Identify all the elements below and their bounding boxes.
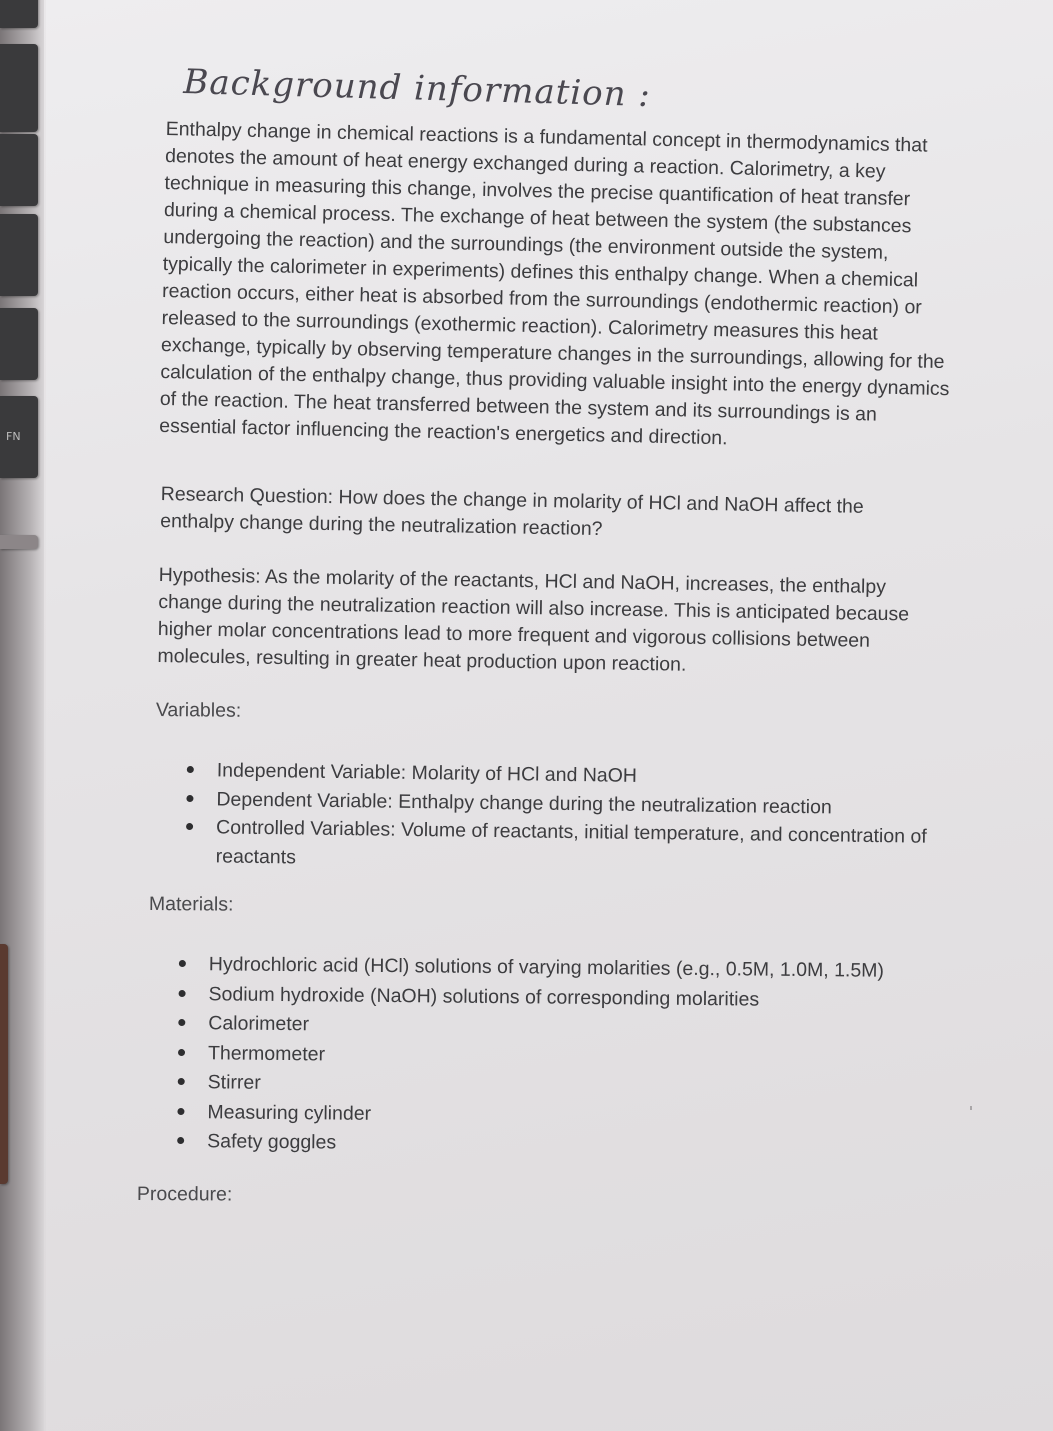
paper-sheet (46, 0, 1053, 1431)
procedure-heading: Procedure: (136, 1183, 233, 1206)
keyboard-key (0, 0, 38, 28)
fn-key-label: FN (6, 430, 21, 443)
variables-list (186, 756, 947, 880)
list-item: Sodium hydroxide (NaOH) solutions of corresponding molarities (178, 979, 938, 1016)
research-question: Research Question: How does the change in molarity of HCl and NaOH affect the enthalpy change during the neutralization reaction? (160, 482, 864, 541)
list-item: Hydrochloric acid (HCl) solutions of varying molarities (e.g., 0.5M, 1.0M, 1.5M) (179, 950, 939, 987)
list-item: Calorimeter (178, 1009, 938, 1046)
hypothesis: Hypothesis: As the molarity of the reactants, HCl and NaOH, increases, the enthalpy change during the neutralization reaction will also increase. This is anticipated because higher molar concentrations lead to more frequent and vigorous collisions between molecules, resulting in greater heat production upon reaction. (157, 563, 910, 676)
keyboard-key (0, 944, 8, 1184)
keyboard-edge (0, 0, 44, 1431)
paper-speck (970, 1106, 972, 1110)
keyboard-key (0, 535, 38, 549)
list-item: Measuring cylinder (177, 1097, 937, 1134)
list-item: Stirrer (178, 1068, 938, 1105)
keyboard-key (0, 214, 38, 296)
handwritten-title: Background information : (182, 62, 652, 116)
intro-paragraph: Enthalpy change in chemical reactions is a fundamental concept in thermodynamics that denotes the amount of heat energy exchanged during a reaction. Calorimetry, a key technique in measuring this change, involves the precise quantification of heat transfer during a chemical process. The exchange of heat between the system (the substances undergoing the reaction) and the surroundings (the environment outside the system, typically the calorimeter in experiments) defines this enthalpy change. When a chemical reaction occurs, either heat is absorbed from the surroundings (endothermic reaction) or released to the surroundings (exothermic reaction). Calorimetry measures this heat exchange, typically by observing temperature changes in the surroundings, allowing for the calculation of the enthalpy change, thus providing valuable insight into the energy dynamics of the reaction. The heat transferred between the system and its surroundings is an essential factor influencing the reaction's energetics and direction. (158, 117, 950, 450)
list-item: Independent Variable: Molarity of HCl and NaOH (187, 756, 947, 794)
variables-heading: Variables: (155, 699, 242, 722)
list-item: Controlled Variables: Volume of reactants, initial temperature, and concentration of reactants (186, 813, 947, 880)
list-item: Thermometer (178, 1038, 938, 1075)
keyboard-key (0, 308, 38, 380)
keyboard-key (0, 44, 38, 132)
keyboard-key (0, 134, 38, 206)
fn-key (0, 396, 38, 478)
list-item: Safety goggles (177, 1127, 937, 1164)
materials-list (177, 950, 939, 1164)
materials-heading: Materials: (148, 893, 234, 916)
list-item: Dependent Variable: Enthalpy change during the neutralization reaction (186, 784, 946, 822)
